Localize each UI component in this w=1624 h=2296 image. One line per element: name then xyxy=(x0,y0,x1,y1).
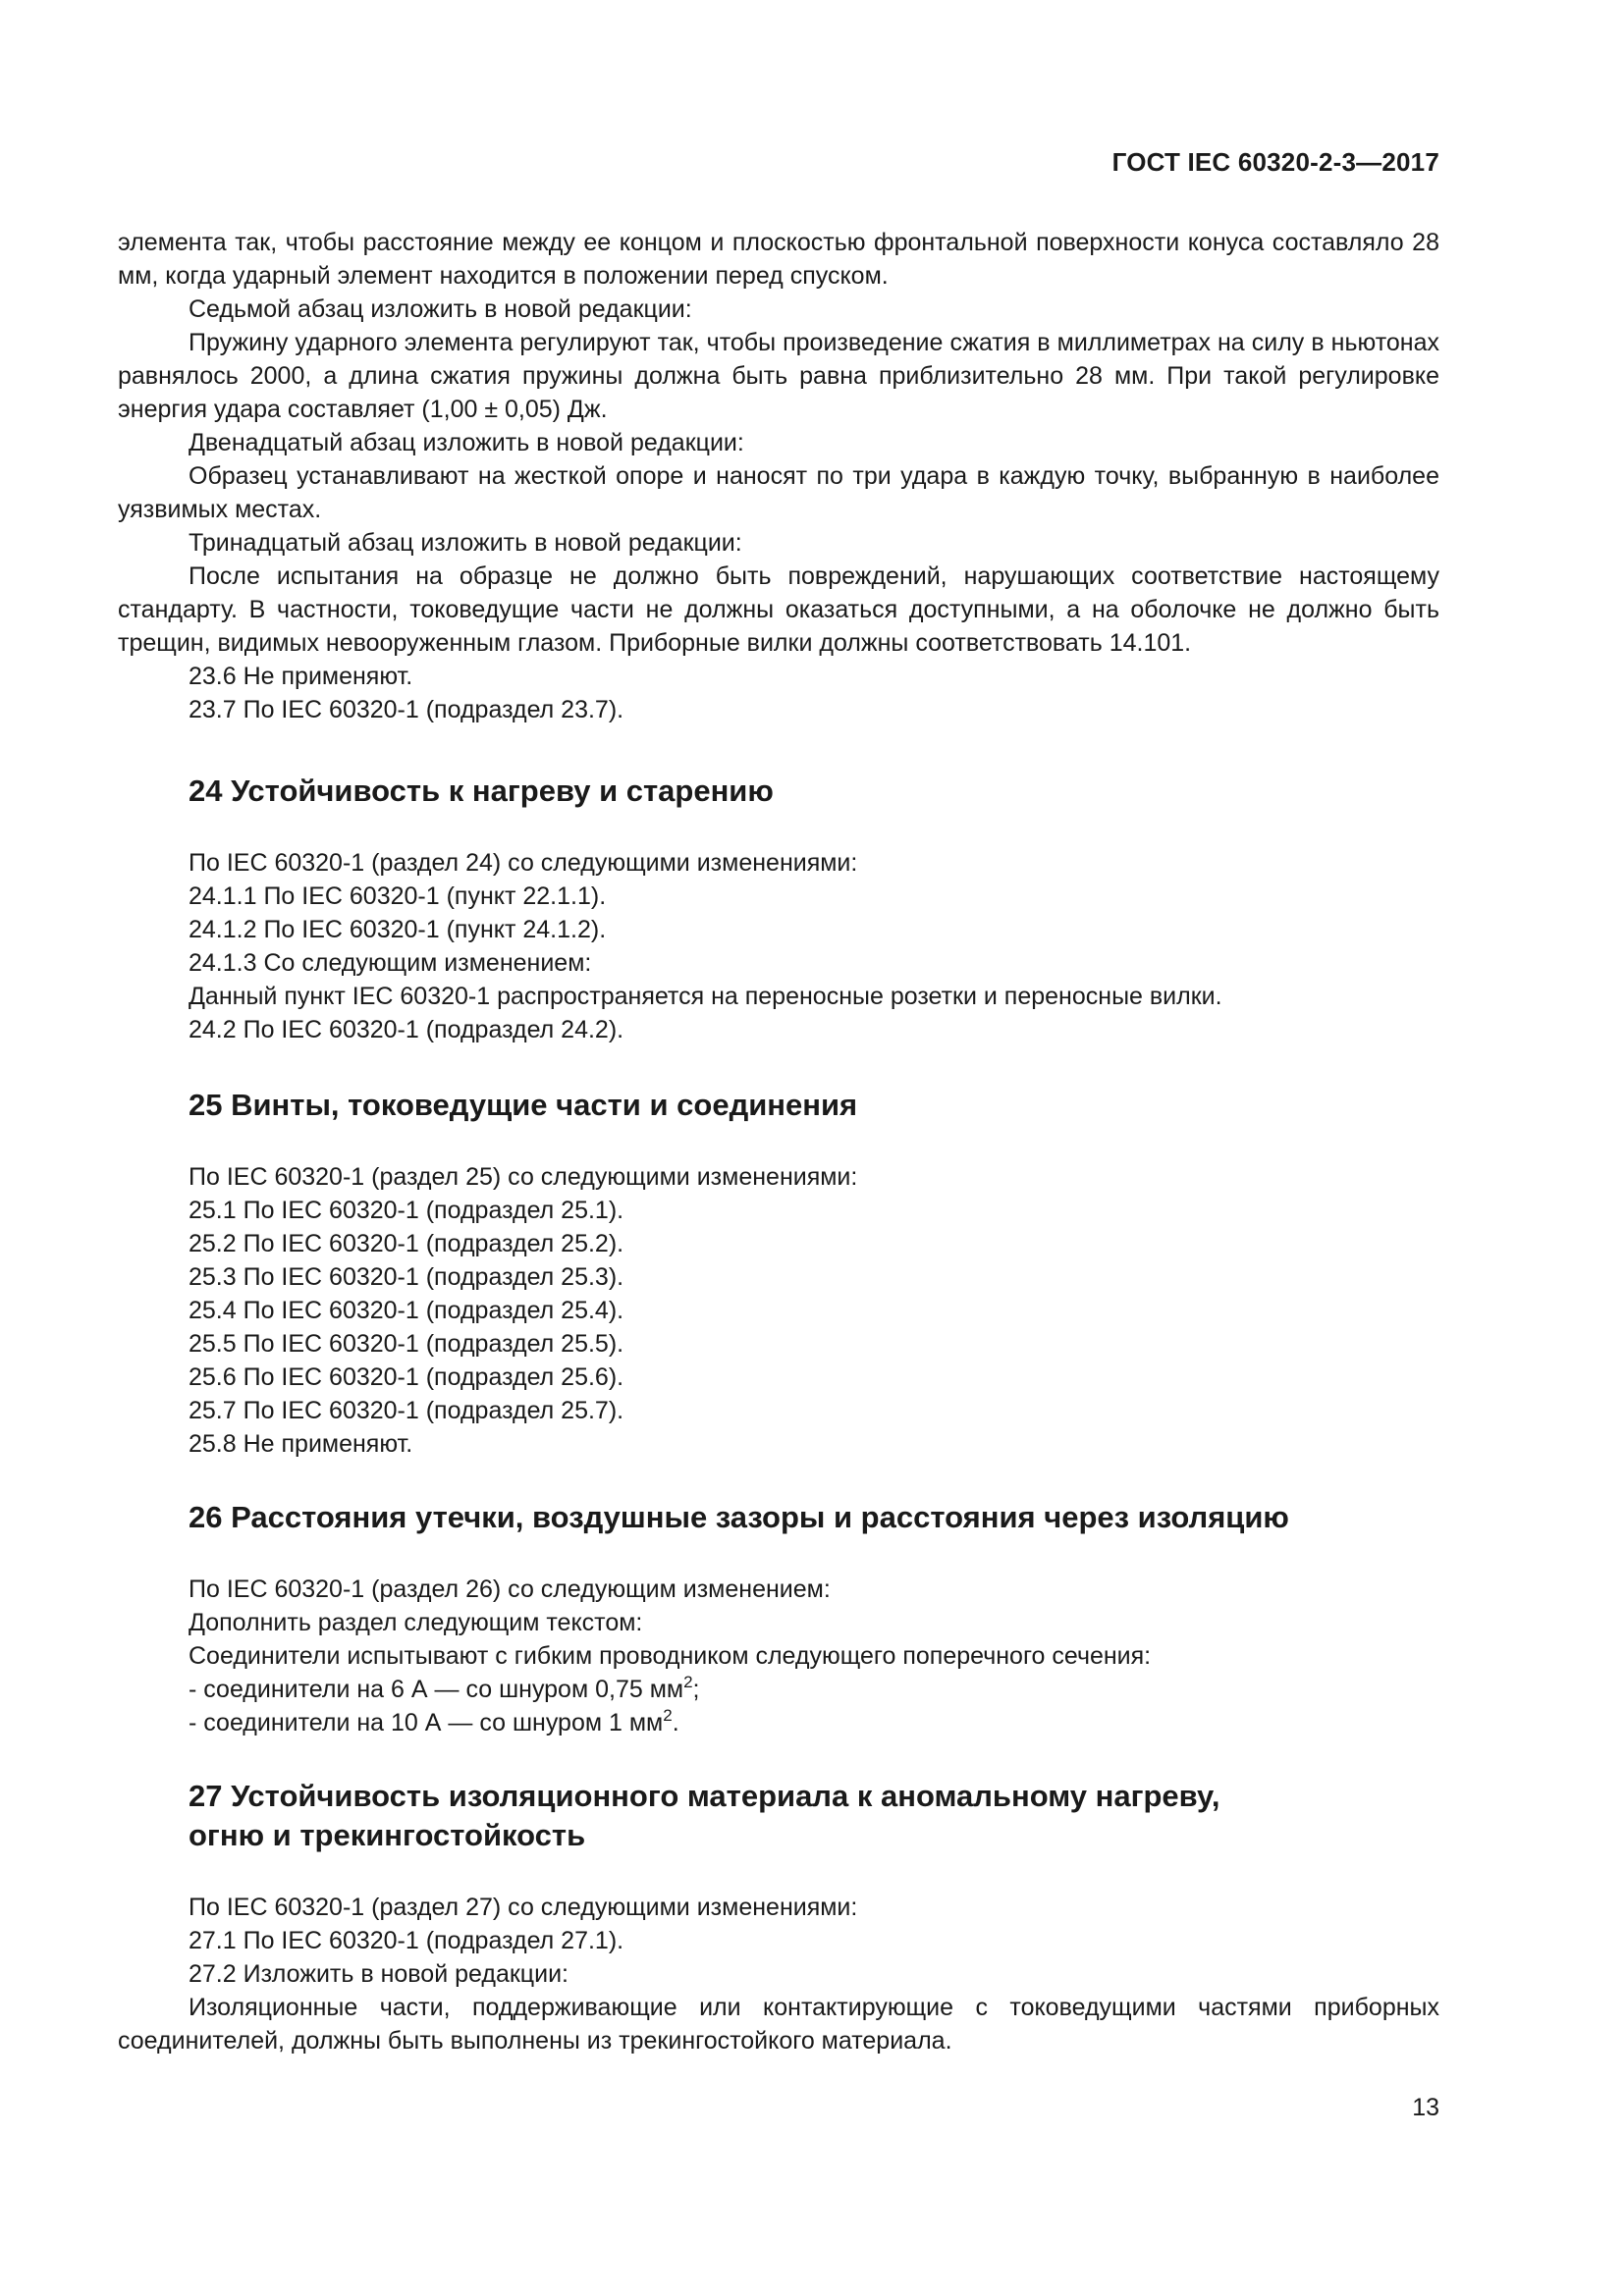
section-25-body xyxy=(118,1160,1439,1461)
page-content xyxy=(118,226,1439,2057)
text-line: По IEC 60320-1 (раздел 25) со следующими изменениями: xyxy=(189,1163,858,1191)
section-27-body xyxy=(118,1891,1439,1991)
heading-line: 27 Устойчивость изоляционного материала к аномальному нагреву, xyxy=(189,1779,1220,1813)
paragraph: Изоляционные части, поддерживающие или контактирующие с токоведущими частями приборных соединителей, должны быть выполнены из трекингостойкого материала. xyxy=(118,1994,1439,2055)
text-line: По IEC 60320-1 (раздел 27) со следующими изменениями: xyxy=(189,1894,858,1921)
list-item-end: . xyxy=(672,1709,679,1736)
section-26-body xyxy=(118,1573,1439,1739)
list-item xyxy=(189,1706,1439,1739)
list-item-text: - соединители на 10 А — со шнуром 1 мм xyxy=(189,1709,664,1736)
text-line: 25.6 По IEC 60320-1 (подраздел 25.6). xyxy=(189,1363,624,1391)
text-line: 27.1 По IEC 60320-1 (подраздел 27.1). xyxy=(189,1927,624,1954)
text-line: Дополнить раздел следующим текстом: xyxy=(189,1609,643,1636)
section-24-body xyxy=(118,846,1439,1046)
paragraph: Пружину ударного элемента регулируют так, чтобы произведение сжатия в миллиметрах на силу в ньютонах равнялось 2000, а длина сжатия пружины должна быть равна приблизительно 28 мм. При такой регулировке энергия удара составляет (1,00 ± 0,05) Дж. xyxy=(118,329,1439,423)
text-line: 24.1.1 По IEC 60320-1 (пункт 22.1.1). xyxy=(189,882,607,910)
text-line: По IEC 60320-1 (раздел 26) со следующим изменением: xyxy=(189,1575,831,1603)
text-line: 24.1.2 По IEC 60320-1 (пункт 24.1.2). xyxy=(189,916,607,943)
superscript: 2 xyxy=(683,1673,693,1691)
text-line: 25.5 По IEC 60320-1 (подраздел 25.5). xyxy=(189,1330,624,1358)
list-item-end: ; xyxy=(692,1676,700,1703)
paragraph: Образец устанавливают на жесткой опоре и наносят по три удара в каждую точку, выбранную в наиболее уязвимых местах. xyxy=(118,462,1439,523)
text-line: 25.8 Не применяют. xyxy=(189,1430,413,1458)
text-line: 25.2 По IEC 60320-1 (подраздел 25.2). xyxy=(189,1230,624,1257)
text-line: Данный пункт IEC 60320-1 распространяется на переносные розетки и переносные вилки. xyxy=(189,983,1222,1010)
paragraph: 23.7 По IEC 60320-1 (подраздел 23.7). xyxy=(189,696,624,723)
list-item-text: - соединители на 6 А — со шнуром 0,75 мм xyxy=(189,1676,684,1703)
page-number: 13 xyxy=(1412,2094,1439,2121)
text-line: 25.3 По IEC 60320-1 (подраздел 25.3). xyxy=(189,1263,624,1291)
heading-line: огню и трекингостойкость xyxy=(189,1818,586,1852)
text-line: По IEC 60320-1 (раздел 24) со следующими изменениями: xyxy=(189,849,858,877)
text-line: 24.2 По IEC 60320-1 (подраздел 24.2). xyxy=(189,1016,624,1043)
paragraph: После испытания на образце не должно быть повреждений, нарушающих соответствие настоящему стандарту. В частности, токоведущие части не должны оказаться доступными, а на оболочке не должно быть трещин, видимых невооруженным глазом. Приборные вилки должны соответствовать 14.101. xyxy=(118,562,1439,657)
section-heading-24: 24 Устойчивость к нагреву и старению xyxy=(189,774,774,808)
section-heading-26: 26 Расстояния утечки, воздушные зазоры и расстояния через изоляцию xyxy=(189,1500,1289,1534)
paragraph: элемента так, чтобы расстояние между ее концом и плоскостью фронтальной поверхности конуса составляло 28 мм, когда ударный элемент находится в положении перед спуском. xyxy=(118,229,1439,290)
paragraph: 23.6 Не применяют. xyxy=(189,663,413,690)
paragraph: Тринадцатый абзац изложить в новой редакции: xyxy=(189,529,742,557)
text-line: 25.4 По IEC 60320-1 (подраздел 25.4). xyxy=(189,1297,624,1324)
document-code: ГОСТ IEC 60320-2-3—2017 xyxy=(1111,147,1439,177)
paragraph: Седьмой абзац изложить в новой редакции: xyxy=(189,295,692,323)
list-item xyxy=(189,1673,1439,1706)
text-line: 25.1 По IEC 60320-1 (подраздел 25.1). xyxy=(189,1197,624,1224)
text-line: Соединители испытывают с гибким проводником следующего поперечного сечения: xyxy=(189,1642,1152,1670)
section-heading-27 xyxy=(118,1777,1439,1855)
text-line: 25.7 По IEC 60320-1 (подраздел 25.7). xyxy=(189,1397,624,1424)
superscript: 2 xyxy=(663,1706,673,1725)
section-heading-25: 25 Винты, токоведущие части и соединения xyxy=(189,1088,858,1122)
paragraph: Двенадцатый абзац изложить в новой редакции: xyxy=(189,429,744,456)
text-line: 27.2 Изложить в новой редакции: xyxy=(189,1960,568,1988)
text-line: 24.1.3 Со следующим изменением: xyxy=(189,949,592,977)
